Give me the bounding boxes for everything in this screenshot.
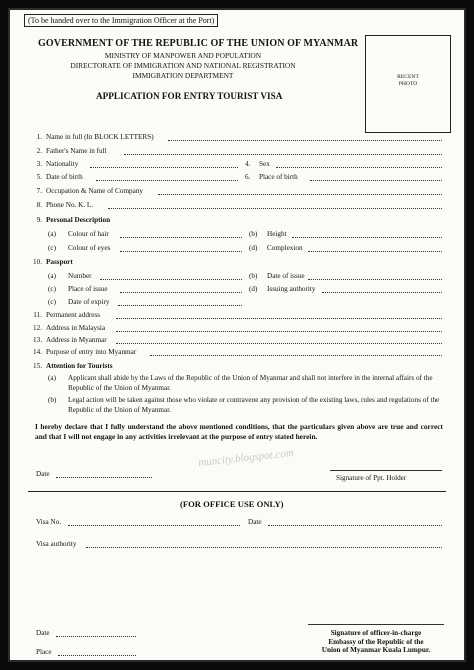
colour-of-hair-line[interactable] — [120, 237, 242, 238]
attention-a-text: Applicant shall abide by the Laws of the Republic of the Union of Myanmar and shall not interfere in the internal affairs of the Republic of the Union of Myanmar. — [68, 374, 433, 392]
permanent-address-line[interactable] — [116, 318, 442, 319]
field-4-number: 4. — [245, 160, 251, 168]
field-10a-key: (a) — [48, 272, 56, 280]
field-1-label: Name in full (In BLOCK LETTERS) — [46, 133, 154, 141]
field-9c-key: (c) — [48, 244, 56, 252]
date-of-expiry-label: Date of expiry — [68, 298, 110, 306]
address-myanmar-label: Address in Myanmar — [46, 336, 107, 344]
officer-sig-line-1: Signature of officer-in-charge — [330, 629, 422, 637]
issuing-authority-label: Issuing authority — [267, 285, 316, 293]
date-of-issue-label: Date of issue — [267, 272, 305, 280]
personal-description-heading: Personal Description — [46, 216, 111, 224]
height-line[interactable] — [292, 237, 442, 238]
passport-number-label: Number — [68, 272, 92, 280]
place-of-issue-label: Place of issue — [68, 285, 108, 293]
field-9b-key: (b) — [249, 230, 258, 238]
father-name-line[interactable] — [124, 154, 442, 155]
photo-label-1: RECENT — [397, 74, 419, 80]
field-4-label: Sex — [259, 160, 270, 168]
visa-no-label: Visa No. — [36, 518, 62, 526]
form-title: APPLICATION FOR ENTRY TOURIST VISA — [96, 91, 283, 101]
complexion-line[interactable] — [308, 251, 442, 252]
field-7-number: 7. — [36, 187, 42, 195]
phone-line[interactable] — [108, 208, 442, 209]
bottom-place-line[interactable] — [58, 655, 136, 656]
ministry-line: MINISTRY OF MANPOWER AND POPULATION — [104, 51, 262, 60]
passport-number-line[interactable] — [100, 279, 242, 280]
bottom-place-label: Place — [36, 648, 52, 656]
watermark: muncity.blogspot.com — [197, 447, 295, 469]
field-6-number: 6. — [245, 173, 251, 181]
photo-label-2: PHOTO — [398, 81, 418, 87]
date-of-expiry-line[interactable] — [118, 305, 242, 306]
officer-sig-line-2: Embassy of the Republic of the — [328, 637, 424, 646]
field-10e-key: (c) — [48, 298, 56, 306]
applicant-date-line[interactable] — [56, 477, 152, 478]
bottom-date-label: Date — [36, 629, 50, 637]
date-of-issue-line[interactable] — [308, 279, 442, 280]
department-line: IMMIGRATION DEPARTMENT — [132, 71, 234, 80]
address-malaysia-label: Address in Malaysia — [46, 324, 106, 332]
address-myanmar-line[interactable] — [116, 343, 442, 344]
visa-authority-line[interactable] — [86, 547, 442, 548]
occupation-line[interactable] — [158, 194, 442, 195]
name-full-line[interactable] — [168, 140, 442, 141]
applicant-signature-line[interactable] — [330, 470, 442, 471]
field-3-number: 3. — [36, 160, 42, 168]
government-heading: GOVERNMENT OF THE REPUBLIC OF THE UNION OF MYANMAR — [38, 38, 359, 49]
officer-sig-line-3: Union of Myanmar Kuala Lumpur. — [321, 646, 431, 654]
field-2-label: Father's Name in full — [46, 147, 107, 155]
attention-b-key: (b) — [48, 396, 57, 404]
field-9d-key: (d) — [249, 244, 258, 252]
office-divider — [28, 491, 446, 492]
field-3-label: Nationality — [46, 160, 79, 168]
field-5-label: Date of birth — [46, 173, 83, 181]
address-malaysia-line[interactable] — [116, 331, 442, 332]
sex-line[interactable] — [276, 167, 442, 168]
applicant-signature-label: Signature of Ppt. Holder — [336, 474, 407, 482]
field-13-number: 13. — [33, 336, 42, 344]
date-of-birth-line[interactable] — [96, 180, 238, 181]
field-8-number: 8. — [36, 201, 42, 209]
applicant-date-label: Date — [36, 470, 50, 478]
issuing-authority-line[interactable] — [322, 292, 442, 293]
field-11-number: 11. — [33, 311, 42, 319]
colour-of-eyes-line[interactable] — [120, 251, 242, 252]
complexion-label: Complexion — [267, 244, 303, 252]
declaration-text: I hereby declare that I fully understand the above mentioned conditions, that the particulars given above are true and correct and that I will not engage in any activities irrelevant at the purpose of entry stated herein. — [35, 422, 443, 441]
field-9a-key: (a) — [48, 230, 56, 238]
passport-heading: Passport — [46, 258, 73, 266]
field-9-number: 9. — [36, 216, 42, 224]
attention-b-text: Legal action will be taken against those who violate or contravene any provision of the existing laws, rules and regulations of the Republic of the Union of Myanmar. — [68, 396, 440, 414]
height-label: Height — [267, 230, 287, 238]
purpose-of-entry-label: Purpose of entry into Myanmar — [46, 348, 137, 356]
field-8-label: Phone No. K. L. — [46, 201, 94, 209]
colour-of-eyes-label: Colour of eyes — [68, 244, 111, 252]
field-10d-key: (d) — [249, 285, 258, 293]
officer-signature-block — [308, 629, 444, 655]
field-12-number: 12. — [33, 324, 42, 332]
nationality-line[interactable] — [90, 167, 238, 168]
office-date-label: Date — [248, 518, 262, 526]
handover-note: (To be handed over to the Immigration Officer at the Port) — [24, 14, 218, 27]
office-date-line[interactable] — [268, 525, 442, 526]
field-15-number: 15. — [33, 362, 42, 370]
field-6-label: Place of birth — [259, 173, 298, 181]
field-1-number: 1. — [36, 133, 42, 141]
field-2-number: 2. — [36, 147, 42, 155]
field-10-number: 10. — [33, 258, 42, 266]
field-10b-key: (b) — [249, 272, 258, 280]
field-14-number: 14. — [33, 348, 42, 356]
place-of-issue-line[interactable] — [120, 292, 242, 293]
visa-no-line[interactable] — [68, 525, 240, 526]
attention-heading: Attention for Tourists — [46, 362, 113, 370]
directorate-line: DIRECTORATE OF IMMIGRATION AND NATIONAL REGISTRATION — [70, 61, 296, 70]
bottom-date-line[interactable] — [56, 636, 136, 637]
colour-of-hair-label: Colour of hair — [68, 230, 109, 238]
visa-authority-label: Visa authority — [36, 540, 77, 548]
permanent-address-label: Permanent address — [46, 311, 101, 319]
visa-form-page — [8, 8, 466, 662]
photo-box[interactable] — [365, 35, 451, 133]
office-use-heading: (FOR OFFICE USE ONLY) — [180, 499, 284, 509]
purpose-of-entry-line[interactable] — [150, 355, 442, 356]
attention-a-key: (a) — [48, 374, 56, 382]
field-7-label: Occupation & Name of Company — [46, 187, 144, 195]
field-5-number: 5. — [36, 173, 42, 181]
field-10c-key: (c) — [48, 285, 56, 293]
place-of-birth-line[interactable] — [310, 180, 442, 181]
officer-signature-line[interactable] — [308, 624, 444, 625]
